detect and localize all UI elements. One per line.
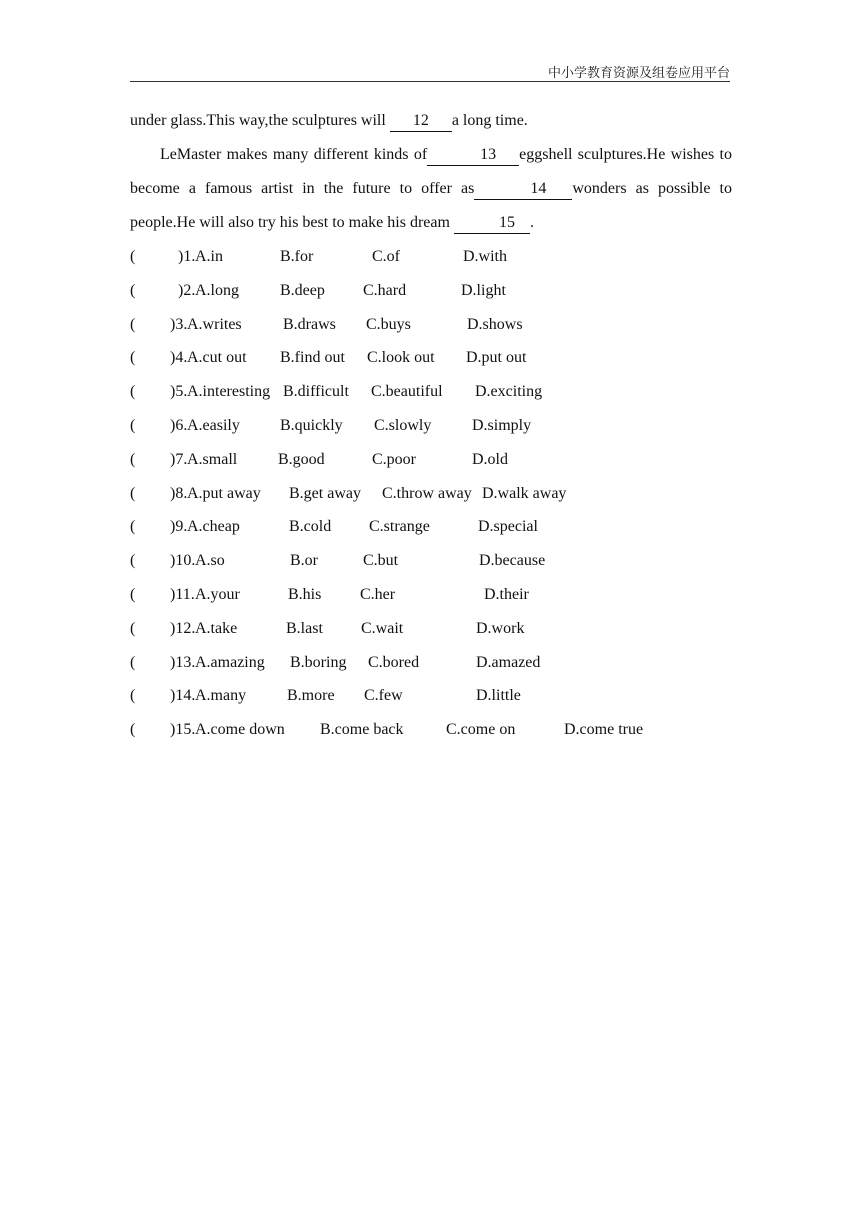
- option-d[interactable]: D.with: [463, 248, 507, 265]
- option-a[interactable]: A.interesting: [187, 383, 271, 401]
- option-c[interactable]: C.look out: [367, 349, 435, 367]
- passage-line-1: [130, 104, 732, 138]
- answer-paren[interactable]: (: [130, 552, 136, 570]
- question-1: [130, 240, 730, 274]
- question-number: )9.: [170, 518, 188, 536]
- question-2: [130, 274, 730, 308]
- question-10: [130, 544, 730, 578]
- question-number: )13.: [170, 653, 196, 671]
- answer-paren[interactable]: (: [130, 416, 136, 434]
- option-d[interactable]: D.shows: [467, 315, 523, 333]
- option-c[interactable]: C.few: [364, 687, 403, 705]
- page-header: 中小学教育资源及组卷应用平台: [547, 66, 730, 81]
- answer-paren[interactable]: (: [130, 619, 136, 637]
- blank-12: 12: [390, 111, 452, 132]
- question-number: )6.: [170, 416, 188, 434]
- option-c[interactable]: C.buys: [366, 315, 411, 333]
- option-b[interactable]: B.his: [288, 585, 322, 603]
- option-a[interactable]: A.in: [195, 248, 223, 265]
- option-a[interactable]: A.cheap: [187, 518, 240, 536]
- reading-passage: [130, 104, 732, 240]
- option-c[interactable]: C.come on: [446, 721, 516, 739]
- answer-paren[interactable]: (: [130, 721, 136, 739]
- option-b[interactable]: B.find out: [280, 349, 345, 367]
- option-d[interactable]: D.amazed: [476, 653, 541, 671]
- option-c[interactable]: C.but: [363, 552, 399, 570]
- option-a[interactable]: A.your: [195, 585, 240, 603]
- passage-text: eggshell sculptures.He wishes to become a famous artist in the future to offer as: [130, 146, 732, 197]
- option-c[interactable]: C.beautiful: [371, 383, 443, 401]
- question-number: )15.: [170, 721, 196, 739]
- question-11: [130, 578, 730, 612]
- option-b[interactable]: B.cold: [289, 518, 332, 536]
- question-list: [130, 240, 730, 747]
- option-c[interactable]: C.wait: [361, 619, 404, 637]
- question-5: [130, 375, 730, 409]
- option-a[interactable]: A.put away: [187, 484, 261, 502]
- option-b[interactable]: B.deep: [280, 281, 325, 299]
- passage-text: .: [529, 214, 534, 231]
- question-6: [130, 409, 730, 443]
- option-c[interactable]: C.hard: [363, 281, 407, 299]
- option-a[interactable]: A.amazing: [195, 653, 265, 671]
- header-divider: [130, 81, 730, 82]
- answer-paren[interactable]: (: [130, 383, 136, 401]
- question-number: )11.: [170, 585, 195, 603]
- answer-paren[interactable]: (: [130, 315, 136, 333]
- option-a[interactable]: A.small: [187, 450, 238, 468]
- option-a[interactable]: A.come down: [195, 721, 285, 739]
- answer-paren[interactable]: (: [130, 450, 136, 468]
- option-a[interactable]: A.writes: [187, 315, 242, 333]
- option-c[interactable]: C.strange: [369, 518, 430, 536]
- option-b[interactable]: B.draws: [283, 315, 336, 333]
- option-a[interactable]: A.easily: [187, 416, 240, 434]
- option-d[interactable]: D.walk away: [482, 484, 567, 502]
- answer-paren[interactable]: (: [130, 248, 136, 265]
- option-a[interactable]: A.take: [195, 619, 238, 637]
- question-number: )14.: [170, 687, 196, 705]
- option-d[interactable]: D.simply: [472, 416, 532, 434]
- passage-paragraph-2: [130, 138, 732, 240]
- option-b[interactable]: B.quickly: [280, 416, 343, 434]
- answer-paren[interactable]: (: [130, 484, 136, 502]
- option-b[interactable]: B.for: [280, 248, 314, 265]
- option-d[interactable]: D.exciting: [475, 383, 543, 401]
- option-c[interactable]: C.slowly: [374, 416, 432, 434]
- question-4: [130, 341, 730, 375]
- question-13: [130, 646, 730, 680]
- option-d[interactable]: D.work: [476, 619, 525, 637]
- option-c[interactable]: C.of: [372, 248, 400, 265]
- option-d[interactable]: D.old: [472, 450, 508, 468]
- question-14: [130, 679, 730, 713]
- option-a[interactable]: A.many: [195, 687, 247, 705]
- option-d[interactable]: D.because: [479, 552, 546, 570]
- option-d[interactable]: D.come true: [564, 721, 644, 739]
- question-number: )4.: [170, 349, 188, 367]
- passage-text: LeMaster makes many different kinds of: [160, 146, 428, 163]
- answer-paren[interactable]: (: [130, 518, 136, 536]
- option-a[interactable]: A.so: [195, 552, 225, 570]
- question-7: [130, 443, 730, 477]
- option-a[interactable]: A.long: [195, 281, 239, 299]
- question-number: )2.: [178, 281, 196, 299]
- question-number: )7.: [170, 450, 188, 468]
- answer-paren[interactable]: (: [130, 585, 136, 603]
- option-b[interactable]: B.more: [287, 687, 335, 705]
- option-b[interactable]: B.difficult: [283, 383, 349, 401]
- question-3: [130, 308, 730, 342]
- option-b[interactable]: B.come back: [320, 721, 404, 739]
- answer-paren[interactable]: (: [130, 687, 136, 705]
- passage-text: a long time.: [451, 112, 528, 129]
- option-d[interactable]: D.their: [484, 585, 529, 603]
- passage-text: wonders as possible to people.He will also try his best to make his dream: [130, 180, 732, 231]
- option-c[interactable]: C.poor: [372, 450, 416, 468]
- question-number: )1.: [178, 248, 196, 265]
- blank-15: 15: [454, 213, 530, 234]
- question-number: )5.: [170, 383, 188, 401]
- question-15: [130, 713, 730, 747]
- option-c[interactable]: C.her: [360, 585, 396, 603]
- answer-paren[interactable]: (: [130, 653, 136, 671]
- option-d[interactable]: D.special: [478, 518, 538, 536]
- option-b[interactable]: B.boring: [290, 653, 347, 671]
- option-b[interactable]: B.or: [290, 552, 318, 570]
- option-c[interactable]: C.bored: [368, 653, 420, 671]
- option-b[interactable]: B.get away: [289, 484, 361, 502]
- answer-paren[interactable]: (: [130, 281, 136, 299]
- question-number: )12.: [170, 619, 196, 637]
- passage-text: under glass.This way,the sculptures will: [130, 112, 390, 129]
- question-8: [130, 477, 730, 511]
- question-number: )10.: [170, 552, 196, 570]
- question-9: [130, 510, 730, 544]
- option-d[interactable]: D.put out: [466, 349, 527, 367]
- option-d[interactable]: D.light: [461, 281, 506, 299]
- blank-14: 14: [474, 179, 572, 200]
- question-number: )3.: [170, 315, 188, 333]
- answer-paren[interactable]: (: [130, 349, 136, 367]
- question-number: )8.: [170, 484, 188, 502]
- option-b[interactable]: B.last: [286, 619, 323, 637]
- option-a[interactable]: A.cut out: [187, 349, 247, 367]
- question-12: [130, 612, 730, 646]
- option-b[interactable]: B.good: [278, 450, 325, 468]
- option-c[interactable]: C.throw away: [382, 484, 472, 502]
- option-d[interactable]: D.little: [476, 687, 521, 705]
- blank-13: 13: [427, 145, 519, 166]
